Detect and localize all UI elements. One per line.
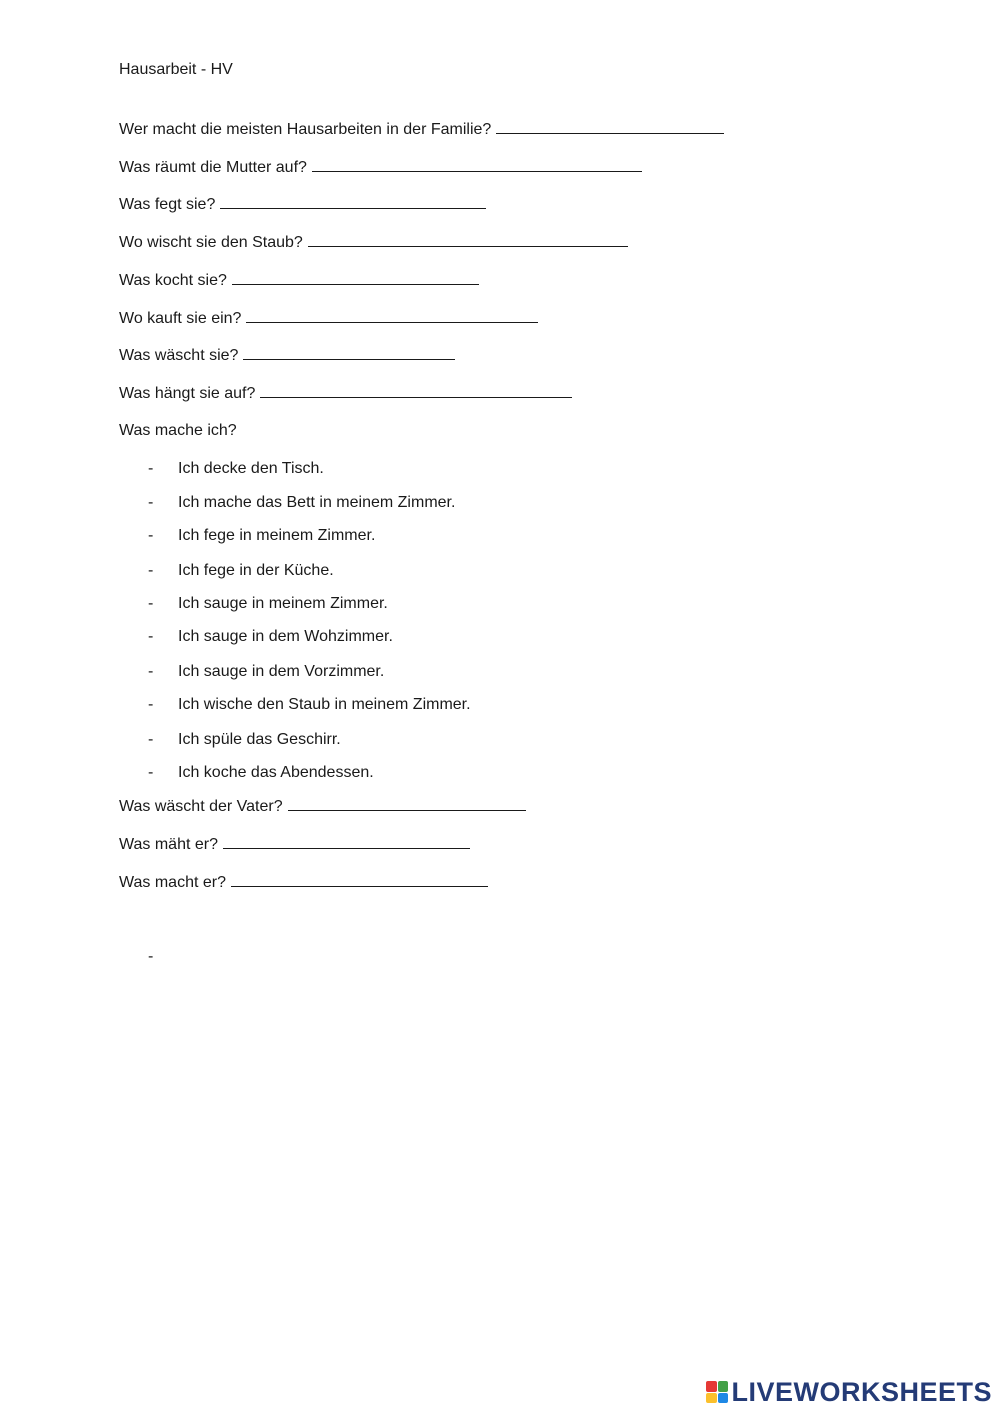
question-text: Was hängt sie auf? bbox=[119, 385, 256, 402]
list-item bbox=[148, 627, 393, 647]
list-item bbox=[148, 493, 455, 513]
list-item-text: Ich sauge in dem Wohzimmer. bbox=[178, 628, 393, 645]
question-text: Was räumt die Mutter auf? bbox=[119, 159, 307, 176]
list-dash: - bbox=[148, 595, 154, 612]
list-item bbox=[148, 561, 334, 581]
list-item bbox=[148, 526, 375, 546]
question-text: Wo wischt sie den Staub? bbox=[119, 234, 303, 251]
question-text: Wo kauft sie ein? bbox=[119, 310, 242, 327]
list-item-text: Ich spüle das Geschirr. bbox=[178, 731, 341, 748]
list-item-text: Ich mache das Bett in meinem Zimmer. bbox=[178, 494, 456, 511]
question-row bbox=[119, 834, 470, 855]
question-row bbox=[119, 345, 455, 366]
list-item-text: Ich decke den Tisch. bbox=[178, 460, 324, 477]
list-dash: - bbox=[148, 628, 154, 645]
worksheet-title: Hausarbeit - HV bbox=[119, 61, 233, 78]
list-item-text: Ich koche das Abendessen. bbox=[178, 764, 374, 781]
question-text: Was mäht er? bbox=[119, 836, 218, 853]
answer-blank[interactable] bbox=[246, 308, 538, 323]
answer-blank[interactable] bbox=[308, 232, 628, 247]
answer-blank[interactable] bbox=[231, 872, 488, 887]
liveworksheets-brand[interactable] bbox=[706, 1377, 992, 1407]
list-item-text: Ich wische den Staub in meinem Zimmer. bbox=[178, 696, 471, 713]
question-row bbox=[119, 119, 724, 140]
question-row bbox=[119, 194, 486, 215]
list-item-text: Ich sauge in meinem Zimmer. bbox=[178, 595, 388, 612]
list-dash: - bbox=[148, 527, 154, 544]
logo-tile-blue bbox=[718, 1393, 729, 1404]
question-row bbox=[119, 872, 488, 893]
list-dash: - bbox=[148, 663, 154, 680]
question-row bbox=[119, 308, 538, 329]
list-dash: - bbox=[148, 460, 154, 477]
question-text: Was macht er? bbox=[119, 874, 226, 891]
list-item bbox=[148, 695, 471, 715]
list-item bbox=[148, 594, 388, 614]
list-dash: - bbox=[148, 494, 154, 511]
list-dash: - bbox=[148, 731, 154, 748]
list-item bbox=[148, 459, 324, 479]
question-text: Was fegt sie? bbox=[119, 196, 216, 213]
liveworksheets-logo-icon bbox=[706, 1381, 728, 1403]
question-row bbox=[119, 383, 572, 404]
list-item bbox=[148, 662, 384, 682]
list-item-text: Ich fege in meinem Zimmer. bbox=[178, 527, 376, 544]
logo-tile-green bbox=[718, 1381, 729, 1392]
answer-blank[interactable] bbox=[496, 119, 724, 134]
answer-blank[interactable] bbox=[220, 194, 486, 209]
question-row bbox=[119, 270, 479, 291]
logo-tile-red bbox=[706, 1381, 717, 1392]
answer-blank[interactable] bbox=[288, 796, 526, 811]
list-item bbox=[148, 763, 374, 783]
question-text: Was wäscht sie? bbox=[119, 347, 239, 364]
question-text: Wer macht die meisten Hausarbeiten in der Familie? bbox=[119, 121, 492, 138]
list-item-text: Ich sauge in dem Vorzimmer. bbox=[178, 663, 385, 680]
answer-blank[interactable] bbox=[260, 383, 572, 398]
answer-blank[interactable] bbox=[223, 834, 470, 849]
question-row bbox=[119, 232, 628, 253]
list-item bbox=[148, 730, 341, 750]
list-item-text: Ich fege in der Küche. bbox=[178, 562, 334, 579]
list-dash: - bbox=[148, 696, 154, 713]
logo-tile-yellow bbox=[706, 1393, 717, 1404]
question-row bbox=[119, 796, 526, 817]
brand-text: LIVEWORKSHEETS bbox=[731, 1377, 992, 1407]
answer-blank[interactable] bbox=[232, 270, 479, 285]
stray-dash: - bbox=[148, 948, 154, 965]
question-text: Was wäscht der Vater? bbox=[119, 798, 283, 815]
list-dash: - bbox=[148, 764, 154, 781]
list-dash: - bbox=[148, 562, 154, 579]
question-row bbox=[119, 157, 642, 178]
section-label: Was mache ich? bbox=[119, 422, 237, 439]
answer-blank[interactable] bbox=[243, 345, 455, 360]
question-text: Was kocht sie? bbox=[119, 272, 227, 289]
answer-blank[interactable] bbox=[312, 157, 642, 172]
